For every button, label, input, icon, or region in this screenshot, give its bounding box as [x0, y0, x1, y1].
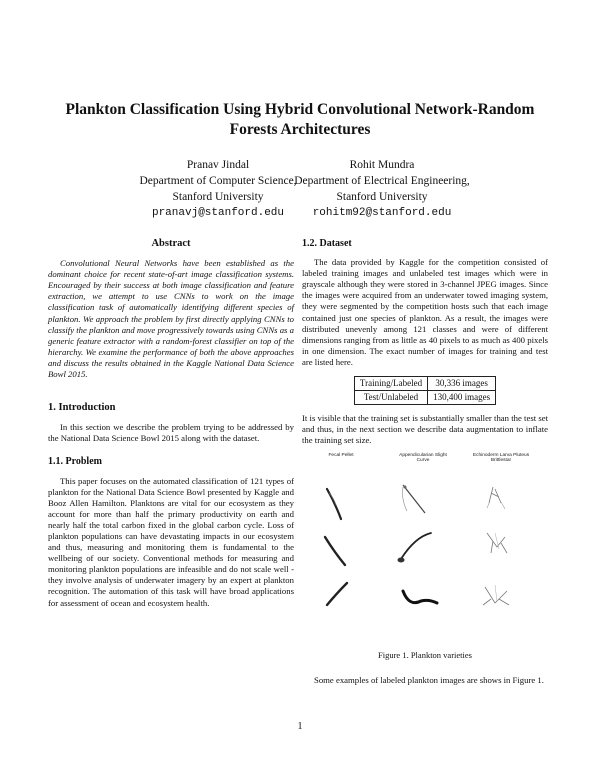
plankton-images — [305, 453, 545, 648]
plankton-figure — [305, 453, 545, 648]
abstract-heading: Abstract — [151, 238, 191, 249]
table-cell-value: 30,336 images — [428, 377, 496, 391]
author-department: Department of Computer Science, — [139, 175, 297, 187]
author-email: pranavj@stanford.edu — [151, 207, 285, 219]
figure-column-label: Appendicularian Slight Curve — [399, 452, 447, 463]
figure-column-label: Fecal Pellet — [328, 452, 354, 458]
fecal-pellet-image-2 — [325, 537, 345, 565]
dataset-size-table — [354, 376, 496, 405]
dataset-heading: 1.2. Dataset — [302, 238, 352, 249]
author-university: Stanford University — [172, 191, 264, 203]
table-cell-label: Test/Unlabeled — [354, 391, 427, 405]
paper-title: Plankton Classification Using Hybrid Convolutional Network-Random Forests Architectures — [65, 101, 535, 138]
author-block-2 — [277, 157, 487, 221]
author-department: Department of Electrical Engineering, — [294, 175, 470, 187]
appendicularian-image-1 — [403, 485, 426, 513]
problem-text: This paper focuses on the automated classification of 121 types of plankton for the National Data Science Bowl presented by Kaggle and Booz Allen Hamilton. Planktons are vital for our ecosystem as they account for more than half the primary productivity on earth and nearly half the total carbon fixed in the global carbon cycle. Loss of plankton populations can have devastating impacts in our ecosystem and thus, measuring and monitoring them is fundamental to the wellbeing of our society. Conventional methods for measuring and monitoring plankton populations are infeasible and do not scale well - they involve analysis of underwater imagery by an expert at plankton recognition. The automation of this task will have broad applications for assessment of ocean and ecosystem health. — [48, 475, 294, 608]
table-cell-value: 130,400 images — [428, 391, 496, 405]
table-row — [354, 377, 495, 391]
fecal-pellet-image-1 — [327, 489, 341, 519]
abstract-text: Convolutional Neural Networks have been established as the dominant choice for recent state-of-art image classification systems. Encouraged by their success at both image classification and feature extraction, we attempt to use CNNs to work on the image classification task of automatically identifying different species of plankton. We approach the problem by first directly applying CNNs to classify the plankton and move progressively towards using CNNs as a generic feature extractor with a random-forest classifier on top of the hierarchy. We examine the performance of both the above approaches and discuss the results obtained in the Kaggle National Data Science Bowl 2015. — [48, 258, 294, 380]
page-number: 1 — [297, 721, 303, 732]
appendicularian-image-3 — [403, 591, 437, 603]
figure-reference-text: Some examples of labeled plankton images are shows in Figure 1. — [314, 674, 544, 685]
author-email: rohitm92@stanford.edu — [312, 207, 452, 219]
problem-heading: 1.1. Problem — [48, 456, 102, 468]
table-cell-label: Training/Labeled — [354, 377, 427, 391]
author-university: Stanford University — [336, 191, 428, 203]
introduction-text: In this section we describe the problem trying to be addressed by the National Data Science Bowl 2015 along with the dataset. — [48, 422, 294, 444]
left-column — [48, 238, 294, 609]
right-column — [302, 238, 548, 686]
dataset-followup-text: It is visible that the training set is substantially smaller than the test set and thus, in the next section we describe data augmentation to inflate the training set size. — [302, 413, 548, 446]
author-name: Rohit Mundra — [349, 159, 415, 171]
figure-column-label: Echinoderm Larva Pluteus Brittlestar — [472, 452, 530, 463]
introduction-heading: 1. Introduction — [48, 402, 116, 414]
figure-caption: Figure 1. Plankton varieties — [378, 649, 472, 660]
echinoderm-larva-image-3 — [483, 585, 509, 605]
appendicularian-image-2 — [398, 533, 432, 563]
echinoderm-larva-image-1 — [487, 487, 505, 509]
author-name: Pranav Jindal — [186, 159, 250, 171]
dataset-text: The data provided by Kaggle for the competition consisted of labeled training images and unlabeled test images which were in grayscale although they were stored in 3-channel JPEG images. Since the images were acquired from an underwater towed imaging system, they were segmented by the competition hosts such that each image contained just one species of plankton. As a result, the images were distributed unevenly among 121 classes and were of different dimensions ranging from as little as 40 pixels to as much as 400 pixels in one dimension. The exact number of images for training and test are listed here. — [302, 257, 548, 367]
table-row — [354, 391, 495, 405]
echinoderm-larva-image-2 — [487, 533, 507, 553]
fecal-pellet-image-3 — [327, 583, 347, 605]
